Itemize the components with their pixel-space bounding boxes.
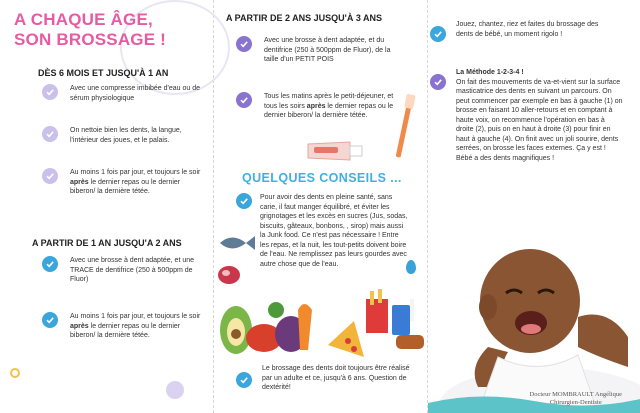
dot-decoration: [166, 381, 184, 399]
toothbrush-icon: [390, 92, 420, 162]
dot-decoration: [10, 368, 20, 378]
check-circle-icon: [430, 74, 446, 90]
list-item: Jouez, chantez, riez et faites du brossage des dents de bébé, un moment rigolo !: [430, 20, 630, 42]
methode-title: La Méthode 1-2-3-4 !: [456, 69, 524, 76]
section-heading-6m-1y: DÈS 6 MOIS ET JUSQU'À 1 AN: [38, 68, 169, 78]
check-circle-icon: [42, 126, 58, 142]
list-item: On nettoie bien les dents, la langue, l'intérieur des joues, et le palais.: [42, 126, 202, 145]
methode-text: On fait des mouvements de va-et-vient sur la surface masticatrice des dents en suivant un parcours. On peut commencer par exemple en bas à gauche (1) on brosse en faisant 10 aller-retours et en comptant à haute voix, on recommence l'opération en bas à droite (2), puis on en haut à droite (3) pour finir en haut à gauche (4). On finit avec un joli sourire, dents serrées, on brosse les faces externes. Ça y est ! Bébé a des dents magnifiques !: [456, 78, 623, 162]
column-left: [0, 0, 213, 413]
baby-photo: [428, 237, 640, 413]
junk-food-icon: [314, 285, 434, 365]
list-item: Le brossage des dents doit toujours être réalisé par un adulte et ce, jusqu'à 6 ans. Question de dextérité!: [236, 364, 421, 393]
list-item: Avec une compresse imbibée d'eau ou de sérum physiologique: [42, 84, 202, 103]
meat-icon: [216, 262, 242, 288]
column-right: [428, 0, 640, 413]
check-circle-icon: [236, 193, 252, 209]
fish-icon: [216, 232, 256, 254]
list-item: Au moins 1 fois par jour, et toujours le soir après le dernier repas ou le dernier biberon/ la dernière tétée.: [42, 168, 202, 197]
check-circle-icon: [236, 372, 252, 388]
water-drop-icon: [406, 260, 416, 274]
toothpaste-icon: [306, 140, 370, 162]
list-item: Avec une brosse à dent adaptée, et une TRACE de dentifrice (250 à 500ppm de Fluor): [42, 256, 202, 285]
conseils-title: QUELQUES CONSEILS ...: [242, 171, 402, 185]
list-item: Pour avoir des dents en pleine santé, sans carie, il faut manger équilibré, et éviter les grignotages et les excès en sucres (Jus, sodas, biscuits, gâteaux, bonbons, , sirop) mais aussi la Junk food. Ce n'est pas nécessaire ! Entre les repas, et la nuit, les tout-petits doivent boire de l'eau. Ne remplissez pas leurs gourdes avec autre chose que de l'eau.: [236, 193, 421, 269]
main-title: A CHAQUE ÂGE, SON BROSSAGE !: [14, 10, 167, 49]
check-circle-icon: [430, 26, 446, 42]
list-item: Au moins 1 fois par jour, et toujours le soir après le dernier repas ou le dernier biberon/ la dernière tétée.: [42, 312, 202, 341]
check-circle-icon: [42, 84, 58, 100]
signature: Docteur MOMBRAULT Angélique Chirurgien-Dentiste: [529, 391, 622, 406]
check-circle-icon: [42, 168, 58, 184]
list-item: [430, 68, 634, 163]
check-circle-icon: [42, 256, 58, 272]
check-circle-icon: [236, 36, 252, 52]
section-heading-2y-3y: A PARTIR DE 2 ANS JUSQU'À 3 ANS: [226, 13, 382, 23]
column-middle: [214, 0, 427, 413]
check-circle-icon: [42, 312, 58, 328]
list-item: Tous les matins après le petit-déjeuner, et tous les soirs après le dernier repas ou le dernier biberon/ la dernière tétée.: [236, 92, 416, 121]
check-circle-icon: [236, 92, 252, 108]
section-heading-1y-2y: A PARTIR DE 1 AN JUSQU'A 2 ANS: [32, 238, 182, 248]
list-item: Avec une brosse à dent adaptée, et du dentifrice (250 à 500ppm de Fluor), de la taille d'un PETIT POIS: [236, 36, 416, 65]
